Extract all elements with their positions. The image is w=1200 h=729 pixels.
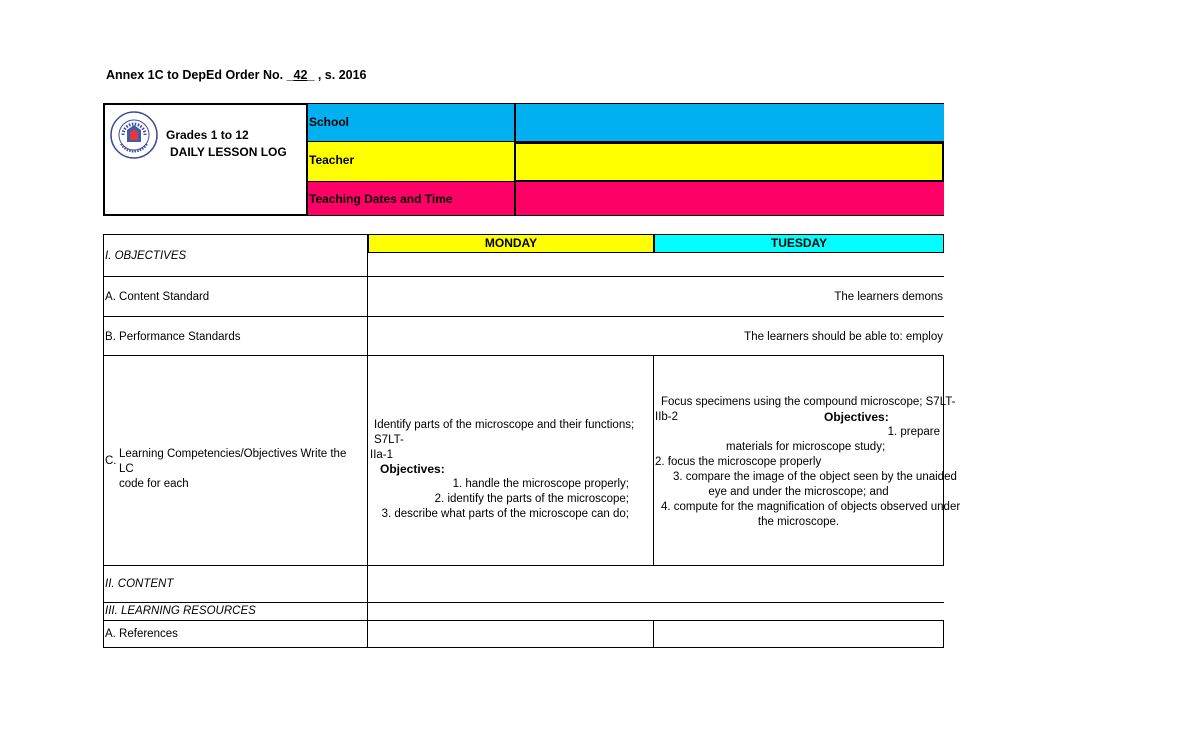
dates-label: Teaching Dates and Time — [309, 192, 453, 206]
monday-lc-line1: Identify parts of the microscope and their functions; S7LT- — [374, 419, 635, 446]
lc-label-line1: Learning Competencies/Objectives Write the LC — [119, 448, 347, 475]
lc-label-line2: code for each — [119, 478, 189, 490]
table-border — [103, 234, 368, 235]
header-title — [166, 127, 287, 161]
row-divider — [103, 602, 944, 603]
lc-prefix: C. — [105, 455, 117, 467]
tuesday-lc-cell — [655, 395, 961, 530]
references-label: A. References — [105, 628, 178, 640]
title-grades: Grades 1 to 12 — [166, 128, 249, 142]
content-label: II. CONTENT — [105, 578, 174, 590]
monday-header — [368, 234, 654, 253]
performance-standards-value: The learners should be able to: employ — [744, 331, 943, 343]
row-divider — [103, 276, 944, 277]
row-divider — [103, 620, 944, 621]
tuesday-header — [654, 234, 944, 253]
lc-label — [119, 447, 364, 492]
title-dll: DAILY LESSON LOG — [170, 145, 287, 159]
teacher-label-cell — [308, 142, 514, 182]
tuesday-objective-item: materials for microscope study; — [726, 441, 886, 453]
tuesday-objective-item: 3. compare the image of the object seen by the unaided — [673, 471, 957, 483]
dates-label-cell — [308, 182, 514, 215]
tuesday-label: TUESDAY — [770, 236, 828, 250]
row-divider — [103, 647, 944, 648]
tuesday-objective-item: 4. compute for the magnification of objects observed under — [661, 501, 961, 513]
table-border — [103, 234, 104, 648]
content-standard-value: The learners demons — [834, 291, 943, 303]
monday-objective-item: 2. identify the parts of the microscope; — [434, 493, 629, 505]
teacher-label: Teacher — [309, 153, 355, 167]
col-divider — [653, 355, 654, 566]
divider — [308, 141, 944, 142]
tuesday-objectives-label: Objectives: — [824, 410, 889, 424]
annex-line — [106, 68, 367, 82]
monday-objective-item: 1. handle the microscope properly; — [452, 478, 629, 490]
monday-objective-item: 3. describe what parts of the microscope can do; — [381, 508, 629, 520]
tuesday-objective-item: eye and under the microscope; and — [708, 486, 889, 498]
tuesday-objective-item: the microscope. — [757, 516, 840, 528]
teacher-field[interactable] — [514, 142, 944, 182]
tuesday-lc-line1: Focus specimens using the compound microscope; S7LT- — [661, 396, 956, 408]
annex-suffix: _ , s. 2016 — [307, 68, 367, 82]
objectives-label: I. OBJECTIVES — [105, 250, 187, 262]
row-divider — [103, 355, 944, 356]
content-standard-cell — [368, 291, 943, 306]
monday-objectives-label: Objectives: — [380, 462, 445, 476]
divider — [308, 181, 944, 182]
school-label-cell — [308, 104, 514, 142]
row-divider — [103, 565, 944, 566]
tuesday-objective-item: 2. focus the microscope properly — [655, 456, 822, 468]
school-field[interactable] — [514, 104, 944, 142]
performance-standards-cell — [368, 331, 943, 346]
annex-prefix: Annex 1C to DepEd Order No. _ — [106, 68, 294, 82]
order-number: 42 — [293, 68, 308, 82]
col-divider — [653, 620, 654, 648]
row-divider — [103, 316, 944, 317]
monday-lc-line2: IIa-1 — [370, 449, 394, 461]
learning-resources-label: III. LEARNING RESOURCES — [105, 605, 256, 617]
tuesday-lc-line2: IIb-2 — [655, 411, 679, 423]
monday-label: MONDAY — [484, 236, 538, 250]
tuesday-objective-item: 1. prepare — [887, 426, 940, 438]
deped-seal-icon — [109, 110, 159, 160]
monday-lc-cell — [370, 418, 651, 522]
col-divider — [943, 355, 944, 566]
school-label: School — [309, 115, 350, 129]
col-divider — [943, 620, 944, 648]
dates-field[interactable] — [514, 182, 944, 215]
performance-standards-label: B. Performance Standards — [105, 331, 241, 343]
content-standard-label: A. Content Standard — [105, 291, 210, 303]
